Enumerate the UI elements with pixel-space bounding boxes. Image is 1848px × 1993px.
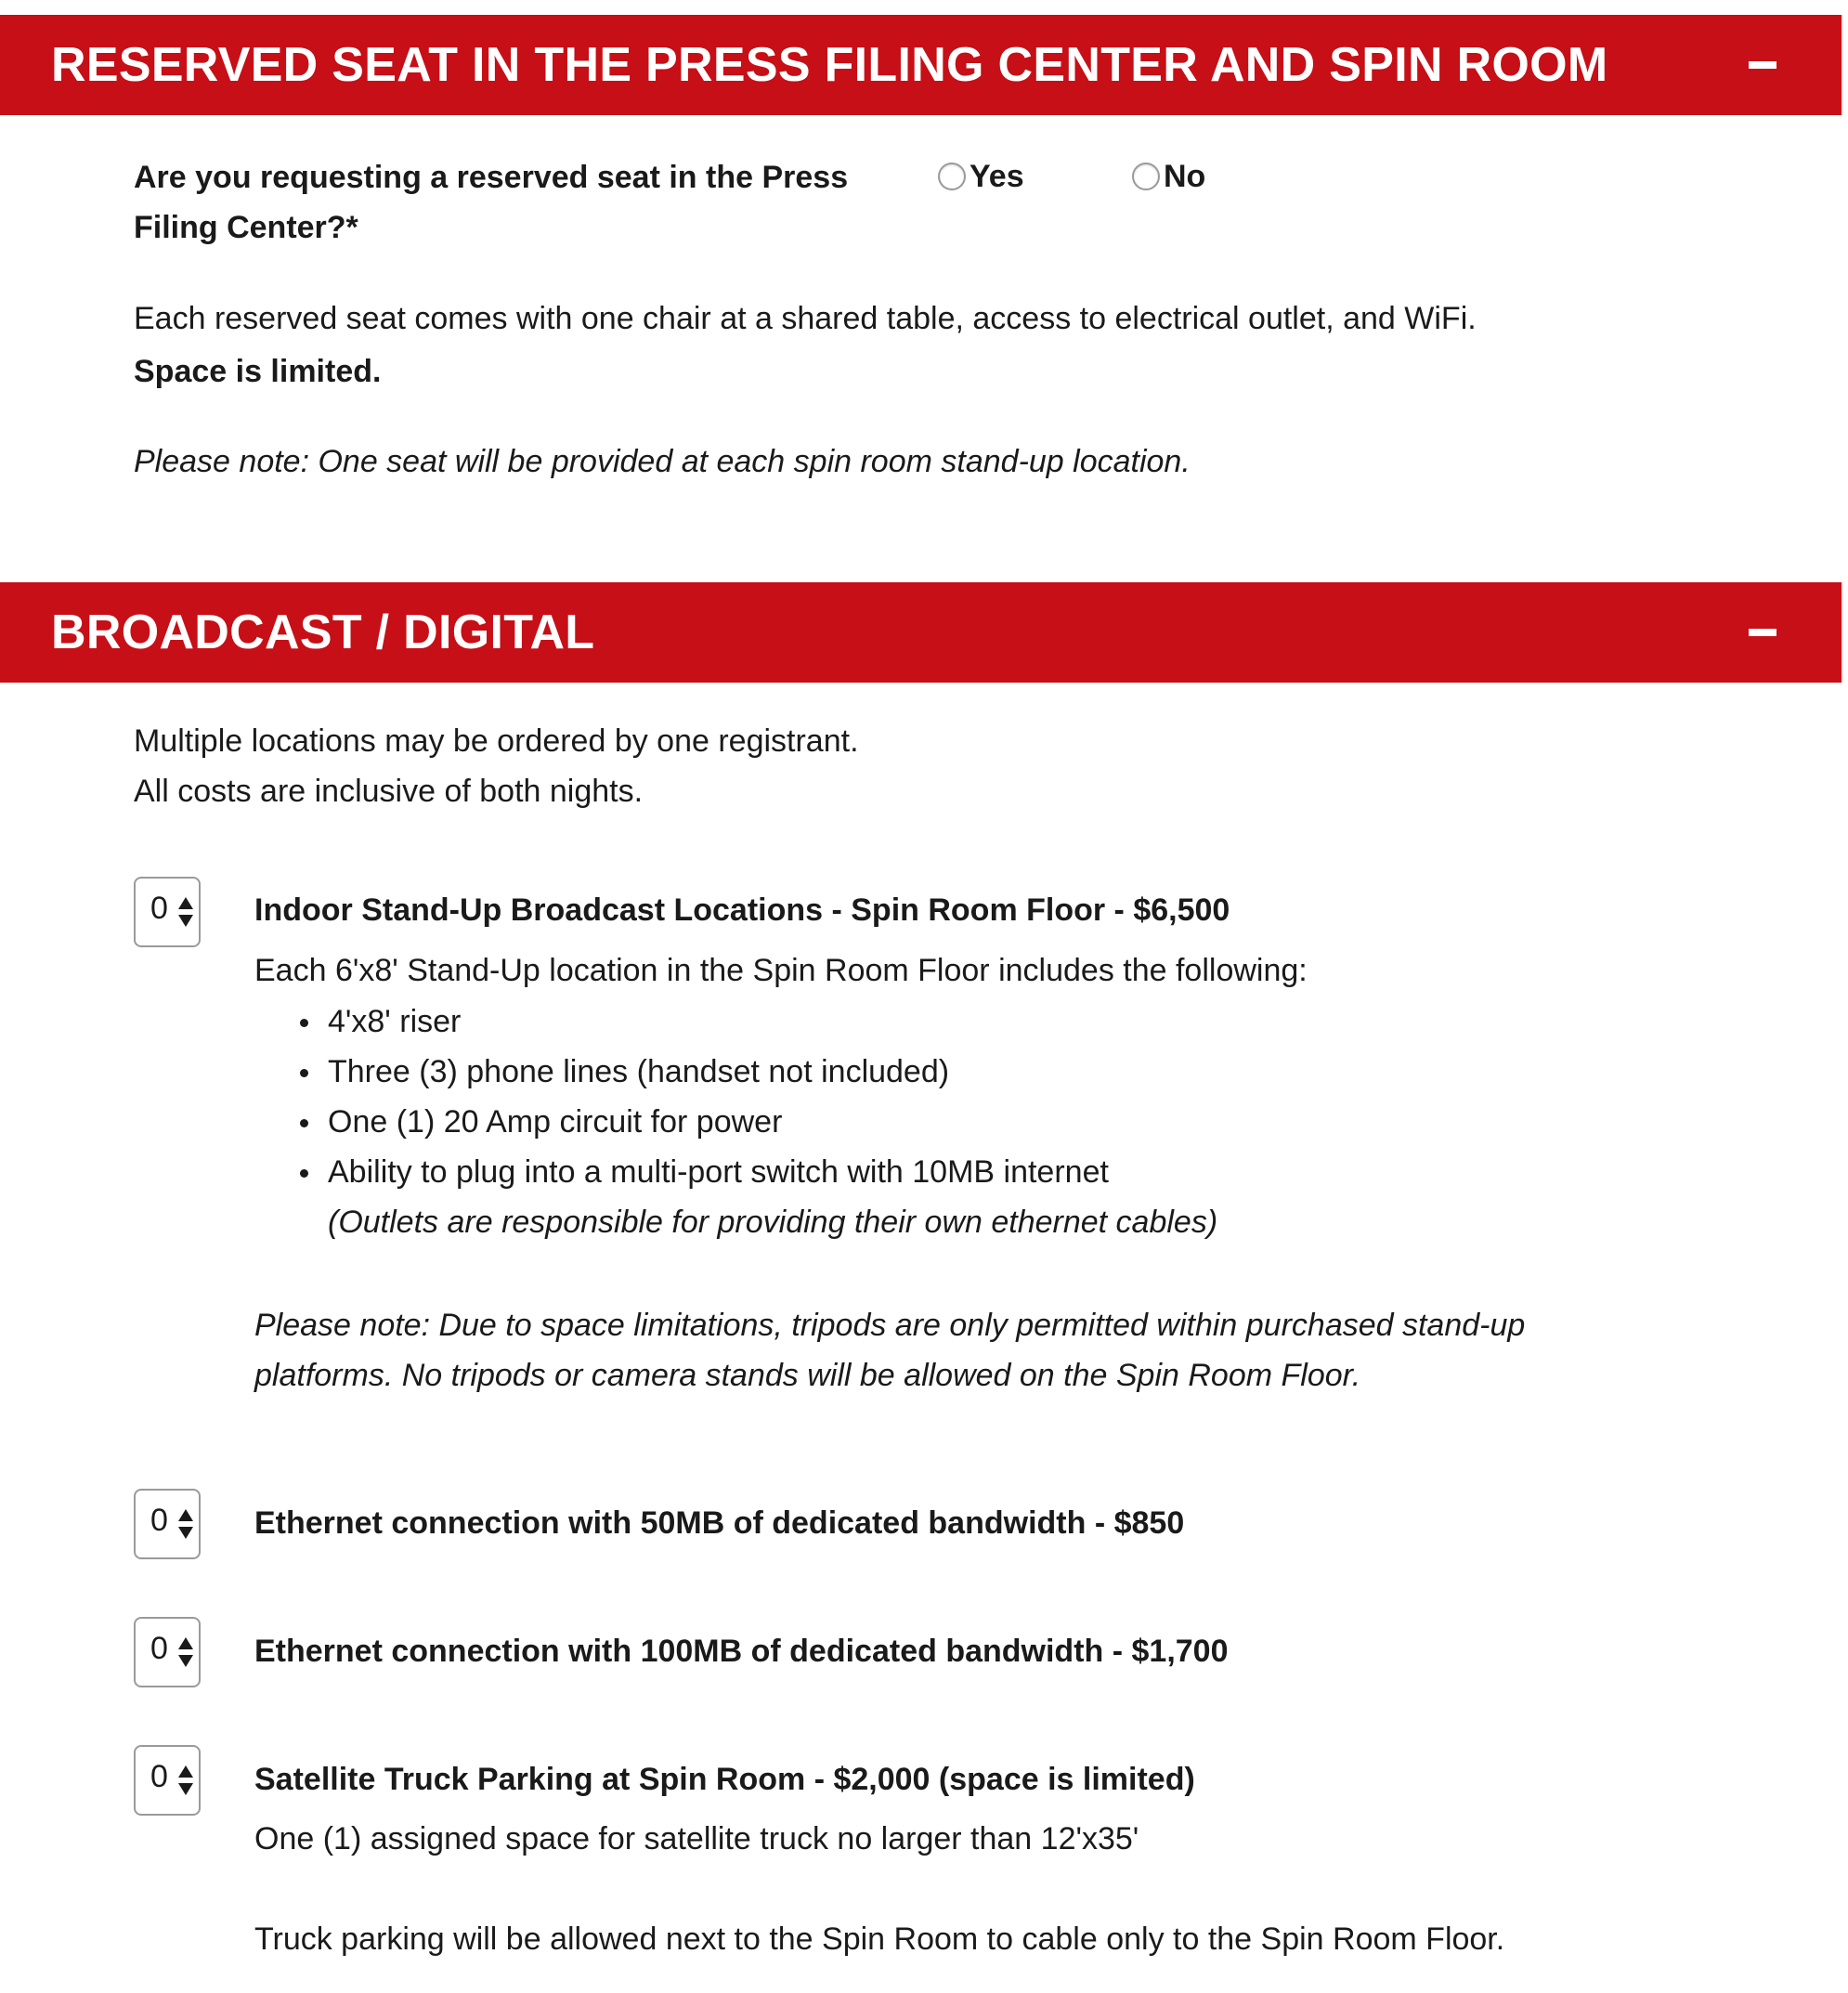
item-standup-title: Indoor Stand-Up Broadcast Locations - Spin Room Floor - $6,500 bbox=[254, 892, 1230, 928]
radio-no[interactable] bbox=[1132, 156, 1205, 197]
up-down-arrows-icon[interactable] bbox=[178, 1765, 193, 1797]
bullet-icon bbox=[300, 1119, 308, 1127]
broadcast-intro-line1: Multiple locations may be ordered by one registrant. bbox=[134, 723, 859, 759]
press-description: Each reserved seat comes with one chair at a shared table, access to electrical outlet, and WiFi. bbox=[134, 301, 1477, 336]
up-down-arrows-icon[interactable] bbox=[178, 1509, 193, 1541]
quantity-stepper-ethernet-50mb[interactable] bbox=[134, 1489, 201, 1559]
standup-feature-list bbox=[254, 996, 1217, 1247]
standup-note-line2: platforms. No tripods or camera stands will be allowed on the Spin Room Floor. bbox=[254, 1358, 1361, 1393]
item-standup-description: Each 6'x8' Stand-Up location in the Spin Room Floor includes the following: bbox=[254, 953, 1308, 988]
up-down-arrows-icon[interactable] bbox=[178, 897, 193, 929]
list-item: 4'x8' riser bbox=[328, 996, 1217, 1047]
item-ethernet-100mb-title: Ethernet connection with 100MB of dedicated bandwidth - $1,700 bbox=[254, 1634, 1229, 1669]
radio-no-label: No bbox=[1164, 158, 1206, 194]
up-down-arrows-icon[interactable] bbox=[178, 1637, 193, 1669]
press-limited-notice: Space is limited. bbox=[134, 354, 382, 389]
quantity-value: 0 bbox=[150, 891, 168, 926]
quantity-value: 0 bbox=[150, 1759, 168, 1794]
item-satellite-truck-description: One (1) assigned space for satellite truck no larger than 12'x35' bbox=[254, 1821, 1139, 1856]
item-satellite-truck-extra: Truck parking will be allowed next to the Spin Room to cable only to the Spin Room Floor. bbox=[254, 1921, 1505, 1957]
quantity-value: 0 bbox=[150, 1503, 168, 1538]
list-item: Three (3) phone lines (handset not included) bbox=[328, 1047, 1217, 1097]
feature-sub-note: (Outlets are responsible for providing their own ethernet cables) bbox=[328, 1205, 1218, 1240]
press-section-header[interactable] bbox=[0, 15, 1843, 115]
radio-no-circle-icon[interactable] bbox=[1132, 163, 1160, 190]
collapse-broadcast-section-minus-icon[interactable] bbox=[1749, 629, 1776, 636]
collapse-press-section-minus-icon[interactable] bbox=[1749, 61, 1776, 69]
press-question-line1: Are you requesting a reserved seat in the Press bbox=[134, 160, 849, 195]
radio-yes[interactable] bbox=[938, 156, 1024, 197]
radio-yes-circle-icon[interactable] bbox=[938, 163, 966, 190]
broadcast-section-header[interactable] bbox=[0, 582, 1843, 683]
list-item: Ability to plug into a multi-port switch with 10MB internet (Outlets are responsible for providing their own ethernet cables) bbox=[328, 1147, 1217, 1247]
press-note: Please note: One seat will be provided at each spin room stand-up location. bbox=[134, 444, 1191, 479]
quantity-stepper-satellite-truck[interactable] bbox=[134, 1745, 201, 1816]
press-section-title: RESERVED SEAT IN THE PRESS FILING CENTER AND SPIN ROOM bbox=[51, 38, 1608, 92]
broadcast-intro-line2: All costs are inclusive of both nights. bbox=[134, 774, 644, 809]
list-item: One (1) 20 Amp circuit for power bbox=[328, 1097, 1217, 1147]
broadcast-section-title: BROADCAST / DIGITAL bbox=[51, 606, 595, 659]
quantity-value: 0 bbox=[150, 1631, 168, 1666]
item-ethernet-50mb-title: Ethernet connection with 50MB of dedicated bandwidth - $850 bbox=[254, 1505, 1185, 1541]
bullet-icon bbox=[300, 1169, 308, 1178]
press-question-line2: Filing Center?* bbox=[134, 210, 358, 245]
item-satellite-truck-title: Satellite Truck Parking at Spin Room - $2,000 (space is limited) bbox=[254, 1762, 1195, 1797]
radio-yes-label: Yes bbox=[970, 158, 1024, 194]
quantity-stepper-ethernet-100mb[interactable] bbox=[134, 1617, 201, 1687]
bullet-icon bbox=[300, 1069, 308, 1077]
quantity-stepper-standup[interactable] bbox=[134, 877, 201, 947]
bullet-icon bbox=[300, 1019, 308, 1027]
standup-note-line1: Please note: Due to space limitations, tripods are only permitted within purchased stand-up bbox=[254, 1308, 1526, 1343]
